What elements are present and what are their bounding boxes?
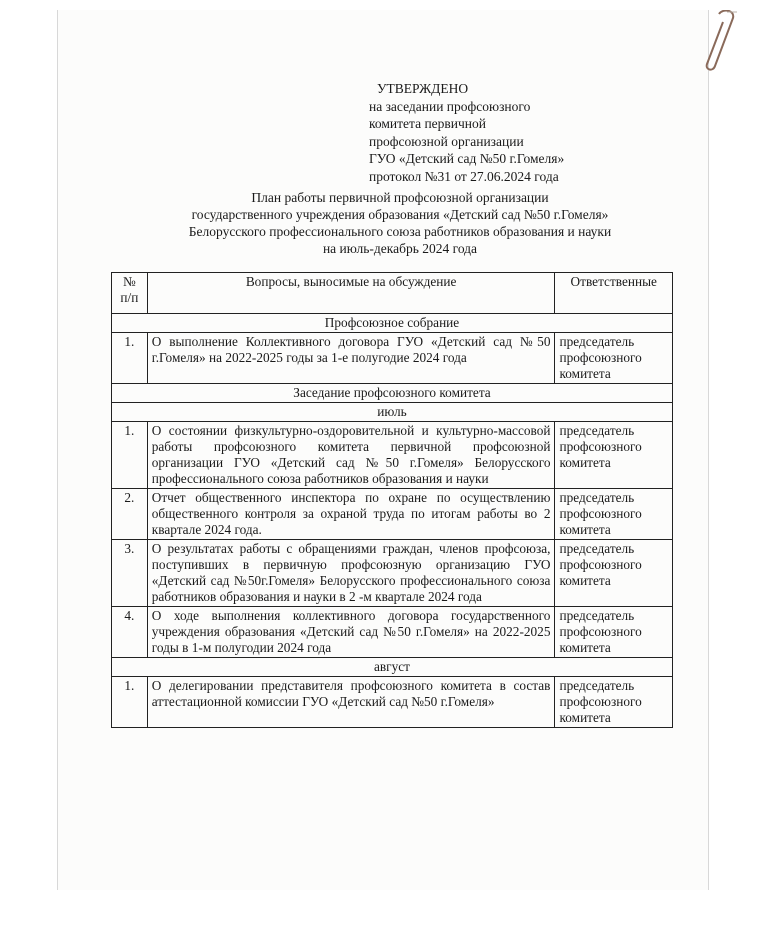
month-row <box>112 403 673 422</box>
row-num: 1. <box>112 422 148 489</box>
row-num: 1. <box>112 333 148 384</box>
row-question: О выполнение Коллективного договора ГУО «Детский сад №50 г.Гомеля» на 2022-2025 годы за 1-е полугодие 2024 года <box>147 333 555 384</box>
section-meeting: Профсоюзное собрание <box>112 314 673 333</box>
row-question: О состоянии физкультурно-оздоровительной и культурно-массовой работы профсоюзного комитета первичной профсоюзной организации ГУО «Детский сад №50 г.Гомеля» Белорусского профессионального союза работников образования и науки <box>147 422 555 489</box>
row-responsible: председатель профсоюзного комитета <box>555 333 673 384</box>
section-committee: Заседание профсоюзного комитета <box>112 384 673 403</box>
paperclip-icon <box>701 10 741 72</box>
row-responsible: председатель профсоюзного комитета <box>555 489 673 540</box>
plan-title <box>120 189 680 257</box>
row-num: 2. <box>112 489 148 540</box>
section-row <box>112 384 673 403</box>
approval-line: на заседании профсоюзного <box>369 98 531 114</box>
row-question: Отчет общественного инспектора по охране по осуществлению общественного контроля за охраной труда по итогам работы во 2 квартале 2024 года. <box>147 489 555 540</box>
month-row <box>112 658 673 677</box>
table-row <box>112 422 673 489</box>
row-responsible: председатель профсоюзного комитета <box>555 422 673 489</box>
table-row <box>112 540 673 607</box>
approval-title: УТВЕРЖДЕНО <box>377 81 469 96</box>
row-question: О результатах работы с обращениями граждан, членов профсоюза, поступивших в первичную профсоюзную организацию ГУО «Детский сад №50г.Гомеля» Белорусского профессионального союза работников образования и науки в 2 -м квартале 2024 года <box>147 540 555 607</box>
section-row <box>112 314 673 333</box>
approval-line: комитета первичной <box>369 116 487 131</box>
row-responsible: председатель профсоюзного комитета <box>555 677 673 728</box>
table-header-row <box>112 273 673 314</box>
row-num: 1. <box>112 677 148 728</box>
approval-stamp <box>369 80 564 185</box>
plan-title-line: Белорусского профессионального союза работников образования и науки <box>188 224 612 239</box>
header-responsible: Ответственные <box>555 273 673 314</box>
row-num: 4. <box>112 607 148 658</box>
plan-title-line: государственного учреждения образования «Детский сад №50 г.Гомеля» <box>191 207 609 222</box>
row-question: О ходе выполнения коллективного договора государственного учреждения образования «Детский сад №50 г.Гомеля» на 2022-2025 годы в 1-м полугодии 2024 года <box>147 607 555 658</box>
approval-line: ГУО «Детский сад №50 г.Гомеля» <box>369 151 565 166</box>
month-july: июль <box>112 403 673 422</box>
header-num: № п/п <box>112 273 148 314</box>
table-row <box>112 333 673 384</box>
approval-line: профсоюзной организации <box>369 133 524 149</box>
table-row <box>112 677 673 728</box>
row-responsible: председатель профсоюзного комитета <box>555 607 673 658</box>
month-august: август <box>112 658 673 677</box>
plan-title-line: План работы первичной профсоюзной организации <box>251 190 549 205</box>
table-row <box>112 489 673 540</box>
row-num: 3. <box>112 540 148 607</box>
row-question: О делегировании представителя профсоюзного комитета в состав аттестационной комиссии ГУО «Детский сад №50 г.Гомеля» <box>147 677 555 728</box>
plan-title-line: на июль-декабрь 2024 года <box>322 241 478 256</box>
table-row <box>112 607 673 658</box>
header-question: Вопросы, выносимые на обсуждение <box>147 273 555 314</box>
plan-table <box>111 272 673 728</box>
row-responsible: председатель профсоюзного комитета <box>555 540 673 607</box>
approval-protocol: протокол №31 от 27.06.2024 года <box>369 168 559 184</box>
